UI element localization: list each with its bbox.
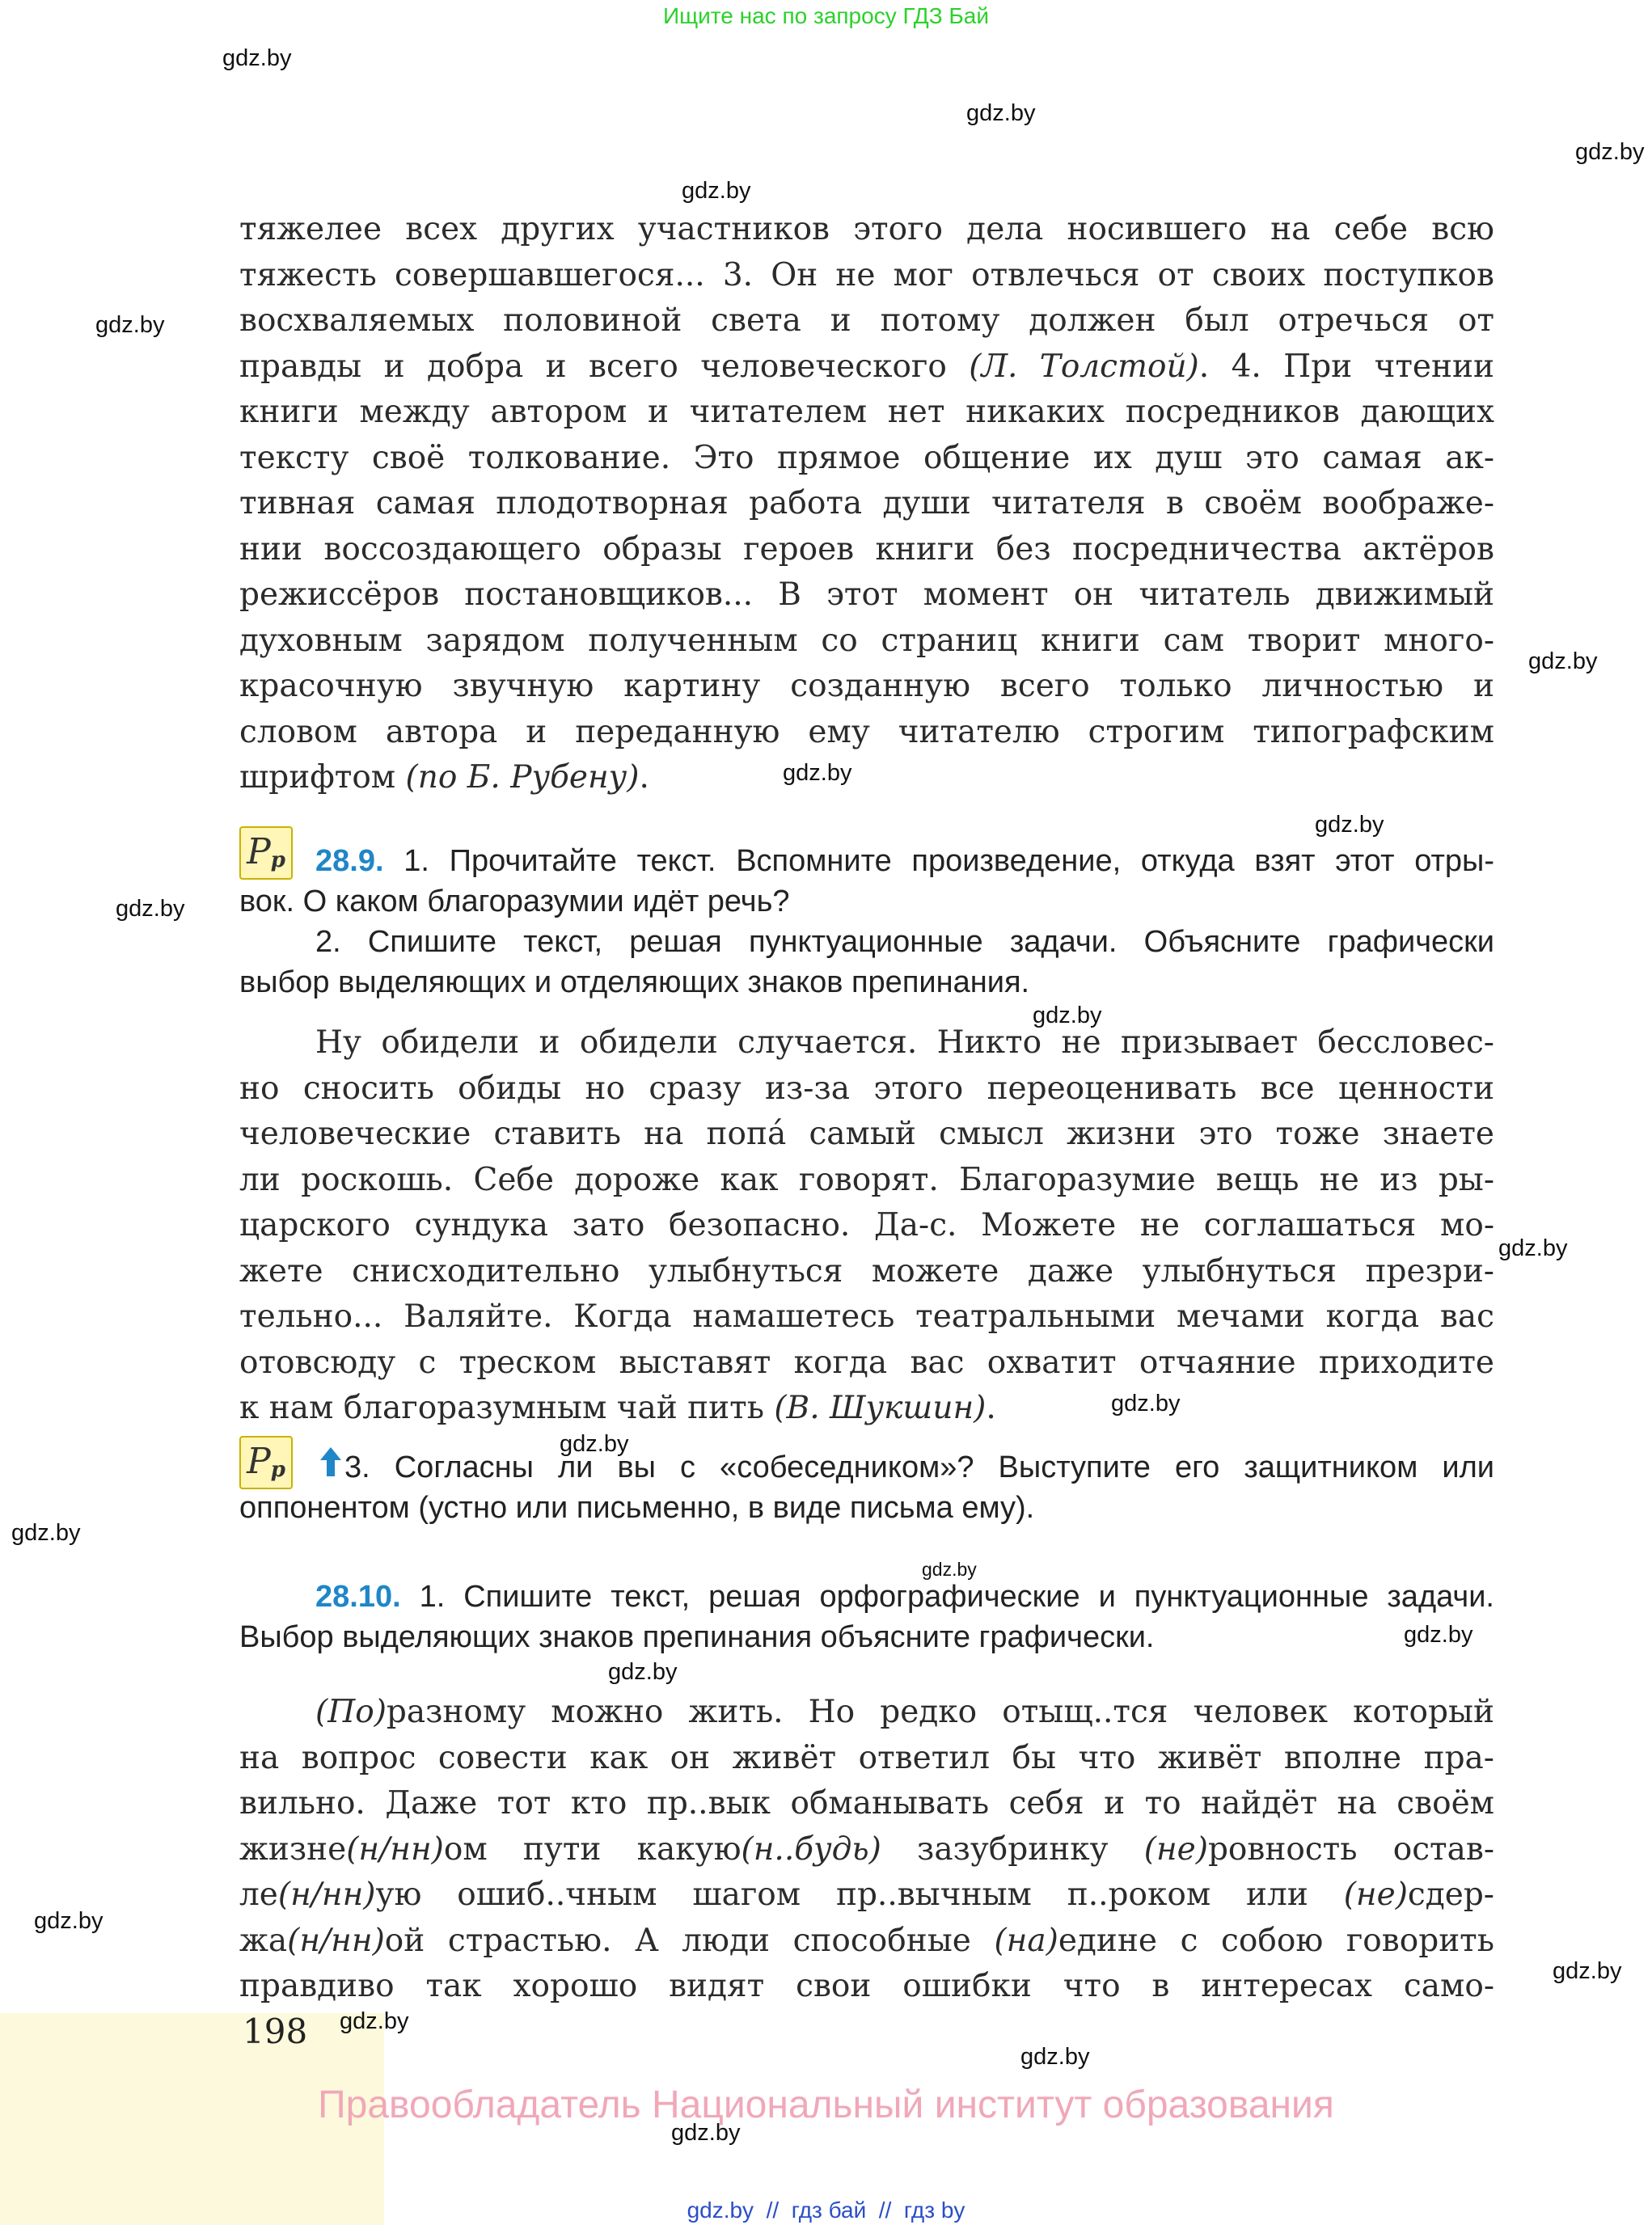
text-line: но сносить обиды но сразу из-за этого переоценивать все ценности — [239, 1070, 1494, 1107]
text-line: Ну обидели и обидели случается. Никто не призывает бессловес- — [315, 1024, 1494, 1061]
task-line: Выбор выделяющих знаков препинания объясните графически. — [239, 1620, 1155, 1654]
text-line: жа(н/нн)ой страстью. А люди способные (на)едине с собою говорить — [239, 1922, 1494, 1959]
exercise-text-28-10 — [239, 1690, 1494, 2010]
watermark: gdz.by — [966, 100, 1036, 126]
text-line: режиссёров постановщиков... В этот момент он читатель движимый — [239, 576, 1494, 613]
text-line: тяжелее всех других участников этого дела носившего на себе всю — [239, 211, 1494, 247]
text-line: тексту своё толкование. Это прямое общение их душ это самая ак- — [239, 439, 1494, 476]
text-line: вильно. Даже тот кто пр..вык обманывать себя и то найдёт на своём — [239, 1785, 1494, 1822]
task-line: 28.10. 1. Спишите текст, решая орфографические и пунктуационные задачи. — [315, 1580, 1494, 1614]
watermark: gdz.by — [222, 45, 292, 71]
text-line: на вопрос совести как он живёт ответил бы что живёт вполне пра- — [239, 1739, 1494, 1776]
watermark: gdz.by — [671, 2120, 741, 2146]
task-28-9-item-3 — [239, 1447, 1494, 1528]
watermark: gdz.by — [1575, 139, 1645, 165]
text-line: нии воссоздающего образы героев книги без посредничества актёров — [239, 530, 1494, 568]
task-28-9 — [239, 841, 1494, 1003]
text-line: правдиво так хорошо видят свои ошибки что в интересах само- — [239, 1968, 1494, 2004]
text-line: шрифтом (по Б. Рубену). — [239, 759, 649, 796]
watermark: gdz.by — [95, 312, 165, 338]
source-tolstoy: (Л. Толстой) — [969, 348, 1199, 385]
watermark: gdz.by — [11, 1520, 81, 1546]
watermark: gdz.by — [560, 1431, 629, 1457]
watermark: gdz.by — [116, 896, 185, 922]
task-line: оппонентом (устно или письменно, в виде письма ему). — [239, 1491, 1035, 1525]
pr-icon: $P_p$ — [239, 826, 293, 880]
text-line: словом автора и переданную ему читателю строгим типографским — [239, 713, 1494, 750]
text-line: тяжесть совершавшегося... 3. Он не мог отвлечься от своих поступков — [239, 256, 1494, 293]
text-line: восхваляемых половиной света и потому должен был отречься от — [239, 302, 1494, 339]
text-line: (По)разному можно жить. Но редко отыщ..тся человек который — [315, 1694, 1494, 1730]
text-line: духовным зарядом полученным со страниц книги сам творит много- — [239, 622, 1494, 659]
pr-icon: $P_p$ — [239, 1436, 293, 1489]
watermark: gdz.by — [340, 2008, 409, 2034]
task-line: выбор выделяющих и отделяющих знаков препинания. — [239, 965, 1030, 999]
rights-holder-notice: Правообладатель Национальный институт образования — [318, 2084, 1334, 2126]
source-ruben: (по Б. Рубену) — [405, 759, 640, 796]
task-line: вок. О каком благоразумии идёт речь? — [239, 885, 790, 918]
task-number: 28.10. — [315, 1580, 401, 1614]
task-line: 28.9. 1. Прочитайте текст. Вспомните произведение, откуда взят этот отры- — [315, 844, 1495, 878]
watermark: gdz.by — [1404, 1622, 1473, 1648]
text-line: правды и добра и всего человеческого (Л. Толстой). 4. При чтении — [239, 348, 1494, 385]
text-line: книги между автором и читателем нет никаких посредников дающих — [239, 394, 1494, 430]
text-line: к нам благоразумным чай пить (В. Шукшин). — [239, 1390, 996, 1426]
exercise-text-28-9 — [239, 1020, 1494, 1432]
footer-links: gdz.by // гдз бай // гдз by — [687, 2198, 965, 2223]
text-line: отовсюду с треском выставят когда вас охватит отчаяние приходите — [239, 1344, 1494, 1381]
text-line: ли роскошь. Себе дороже как говорят. Благоразумие вещь не из ры- — [239, 1161, 1494, 1198]
task-line: 2. Спишите текст, решая пунктуационные задачи. Объясните графически — [315, 925, 1494, 959]
watermark: gdz.by — [1315, 812, 1384, 838]
watermark: gdz.by — [608, 1659, 678, 1685]
watermark: gdz.by — [922, 1559, 977, 1580]
task-line: 3. Согласны ли вы с «собеседником»? Выступите его защитником или — [344, 1450, 1494, 1484]
watermark: gdz.by — [34, 1908, 104, 1934]
text-line: жизне(н/нн)ом пути какую(н..будь) зазубринку (не)ровность остав- — [239, 1830, 1494, 1868]
watermark: gdz.by — [1498, 1235, 1568, 1261]
text-line: жете снисходительно улыбнуться можете даже улыбнуться презри- — [239, 1252, 1494, 1290]
task-28-10 — [239, 1577, 1494, 1657]
text-line: тивная самая плодотворная работа души читателя в своём воображе- — [239, 485, 1494, 521]
watermark: gdz.by — [682, 178, 751, 204]
watermark: gdz.by — [783, 760, 852, 786]
text-line: царского сундука зато безопасно. Да-с. Можете не соглашаться мо- — [239, 1207, 1494, 1243]
text-line: тельно... Валяйте. Когда намашетесь театральными мечами когда вас — [239, 1298, 1494, 1335]
text-line: человеческие ставить на попа́ самый смысл жизни это тоже знаете — [239, 1116, 1494, 1152]
text-line: красочную звучную картину созданную всего только личностью и — [239, 668, 1494, 704]
watermark: gdz.by — [1553, 1958, 1622, 1984]
watermark: gdz.by — [1111, 1391, 1181, 1416]
watermark: gdz.by — [1033, 1003, 1102, 1028]
task-number: 28.9. — [315, 844, 384, 878]
search-banner: Ищите нас по запросу ГДЗ Бай — [662, 3, 990, 28]
page-number: 198 — [243, 2012, 308, 2051]
text-line: ле(н/нн)ую ошиб..чным шагом пр..вычным п..роком или (не)сдер- — [239, 1877, 1494, 1913]
watermark: gdz.by — [1020, 2044, 1090, 2070]
source-shukshin: (В. Шукшин) — [774, 1390, 987, 1426]
paragraph-continued — [239, 207, 1494, 801]
watermark: gdz.by — [1528, 648, 1598, 674]
